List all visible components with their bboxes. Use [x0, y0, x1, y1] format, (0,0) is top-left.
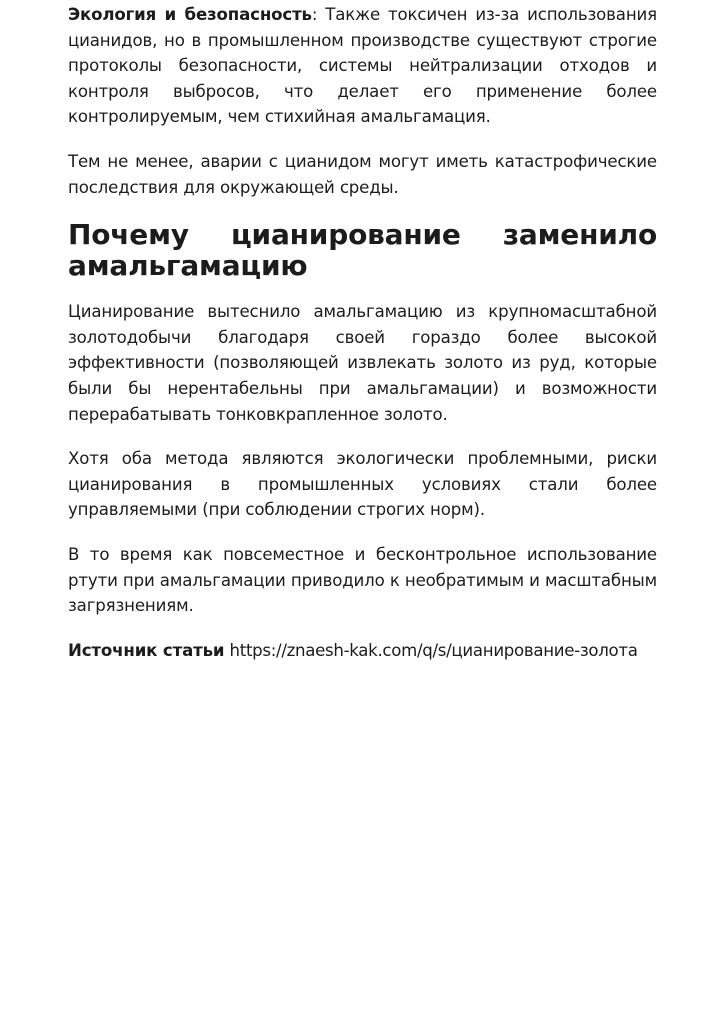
ecology-text: Также токсичен из-за использования цианидов, но в промышленном производстве существуют строгие протоколы безопасности, системы нейтрализации отходов и контроля выбросов, что делает его применение более контролируемым, чем стихийная амальгамация. [68, 5, 657, 127]
mercury-paragraph: В то время как повсеместное и бесконтрольное использование ртути при амальгамации приводило к необратимым и масштабным загрязнениям. [68, 544, 657, 616]
replacement-paragraph: Цианирование вытеснило амальгамацию из крупномасштабной золотодобычи благодаря своей гораздо более высокой эффективности (позволяющей извлекать золото из руд, которые были бы нерентабельны при амальгамации) и возможности перерабатывать тонковкрапленное золото. [68, 302, 657, 424]
risk-paragraph: Хотя оба метода являются экологически проблемными, риски цианирования в промышленных условиях стали более управляемыми (при соблюдении строгих норм). [68, 449, 657, 520]
ecology-colon: : [311, 5, 318, 24]
source-link[interactable]: https://znaesh-kak.com/q/s/цианирование-золота [229, 640, 638, 660]
source-line [68, 638, 657, 664]
ecology-paragraph [68, 2, 657, 130]
article-body [68, 0, 657, 663]
ecology-term: Экология и безопасность [68, 5, 312, 24]
source-label: Источник статьи [68, 640, 225, 660]
section-heading: Почему цианирование заменило амальгамацию [68, 218, 657, 282]
accident-paragraph: Тем не менее, аварии с цианидом могут иметь катастрофические последствия для окружающей среды. [68, 151, 657, 197]
